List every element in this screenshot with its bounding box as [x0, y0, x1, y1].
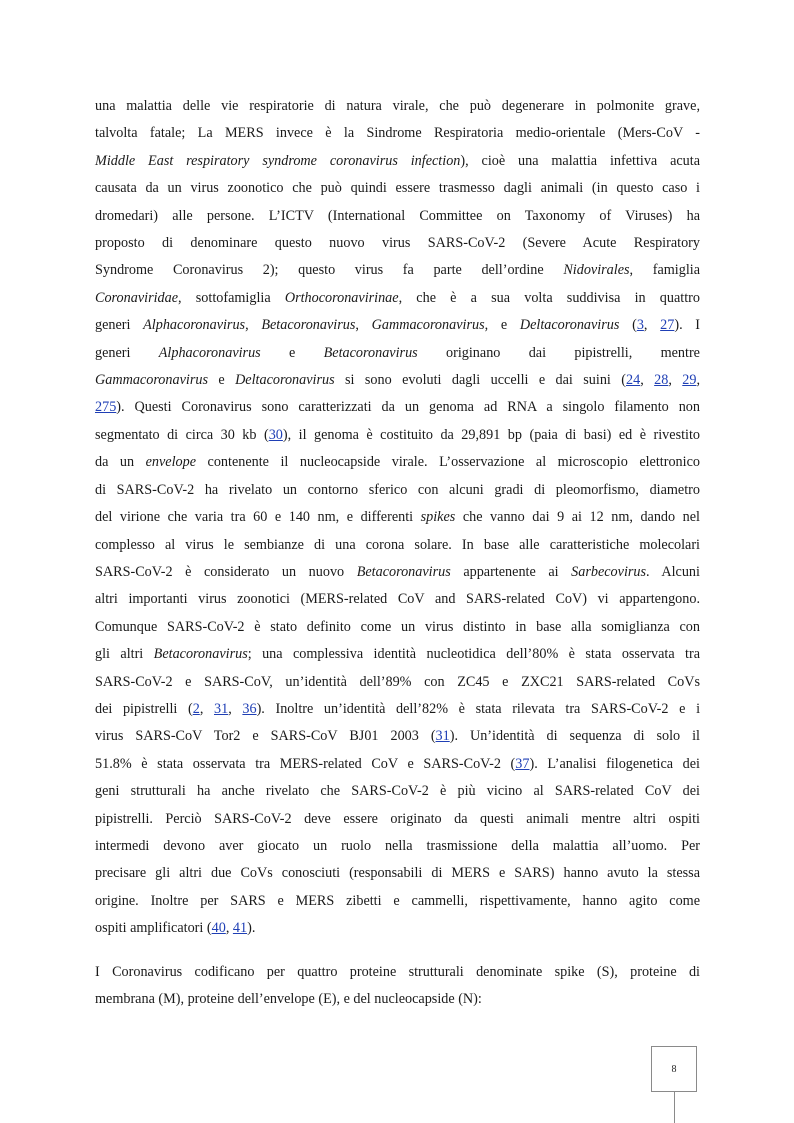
text-line	[95, 340, 700, 367]
text-line	[95, 257, 700, 284]
text-line	[95, 806, 700, 833]
text-line	[95, 959, 700, 986]
text-segment: , che è a sua volta suddivisa in quattro	[398, 289, 700, 306]
text-line	[95, 860, 700, 887]
text-line	[95, 120, 700, 147]
citation-link[interactable]: 3	[636, 317, 644, 334]
text-segment: originano dai pipistrelli, mentre	[417, 344, 700, 361]
text-segment: intermedi devono aver giocato un ruolo nella trasmissione della malattia all’uomo. Per	[95, 837, 700, 854]
text-segment: contenente il nucleocapside virale. L’osservazione al microscopio elettronico	[196, 454, 700, 471]
text-segment: generi	[95, 317, 144, 334]
text-line	[95, 986, 700, 1013]
text-line	[95, 669, 700, 696]
text-segment: proposto di denominare questo nuovo virus SARS-CoV-2 (Severe Acute Respiratory	[95, 235, 700, 252]
italic-term: Betacoronavirus	[323, 344, 418, 361]
text-line	[95, 641, 700, 668]
text-segment: e	[207, 372, 236, 389]
text-segment: , sottofamiglia	[178, 289, 285, 306]
text-segment: ). Inoltre un’identità dell’82% è stata rilevata tra SARS-CoV-2 e i	[256, 700, 701, 717]
page-number-stem	[674, 1092, 675, 1123]
text-line	[95, 751, 700, 778]
citation-link[interactable]: 41	[232, 920, 248, 937]
italic-term: Alphacoronavirus	[143, 317, 246, 334]
text-segment: ,	[668, 372, 683, 389]
text-line	[95, 888, 700, 915]
citation-link[interactable]: 24	[626, 372, 641, 389]
text-segment: , famiglia	[629, 262, 700, 279]
text-segment: ,	[640, 372, 655, 389]
citation-link[interactable]: 275	[95, 399, 117, 416]
italic-term: Betacoronavirus	[261, 317, 356, 334]
text-segment: si sono evoluti dagli uccelli e dai suini (	[334, 372, 626, 389]
text-segment: SARS-CoV-2 è considerato un nuovo	[95, 563, 357, 580]
italic-term: Coronaviridae	[95, 289, 179, 306]
text-segment: ,	[225, 920, 233, 937]
text-segment: complesso al virus le sembianze di una corona solare. In base alle caratteristiche molecolari	[95, 536, 700, 553]
paragraph-spacer	[95, 943, 700, 959]
text-segment: (	[619, 317, 637, 334]
text-line	[95, 559, 700, 586]
text-segment: geni strutturali ha anche rivelato che SARS-CoV-2 è più vicino al SARS-related CoV dei	[95, 783, 700, 800]
text-segment: da un	[95, 454, 146, 471]
paragraph-structural-proteins	[95, 959, 700, 1014]
text-line	[95, 915, 700, 942]
text-segment: e	[260, 344, 324, 361]
text-segment: , e	[484, 317, 520, 334]
text-line	[95, 230, 700, 257]
text-line	[95, 778, 700, 805]
text-segment: causata da un virus zoonotico che può quindi essere trasmesso dagli animali (in questo caso i	[95, 180, 700, 197]
text-segment: SARS-CoV-2 e SARS-CoV, un’identità dell’89% con ZC45 e ZXC21 SARS-related CoVs	[95, 673, 700, 690]
italic-term: Deltacoronavirus	[235, 372, 335, 389]
text-segment: ), cioè una malattia infettiva acuta	[460, 152, 701, 169]
italic-term: Orthocoronavirinae	[284, 289, 399, 306]
text-segment: ), il genoma è costituito da 29,891 bp (paia di basi) ed è rivestito	[282, 426, 701, 443]
text-line	[95, 614, 700, 641]
text-line	[95, 203, 700, 230]
text-line	[95, 833, 700, 860]
text-segment: altri importanti virus zoonotici (MERS-related CoV and SARS-related CoV) vi appartengono.	[95, 591, 700, 608]
text-segment: ,	[245, 317, 262, 334]
italic-term: Gammacoronavirus	[371, 317, 485, 334]
text-segment: generi	[95, 344, 159, 361]
text-segment: segmentato di circa 30 kb (	[95, 426, 269, 443]
text-line	[95, 449, 700, 476]
citation-link[interactable]: 40	[211, 920, 226, 937]
text-line	[95, 696, 700, 723]
text-segment: ). I	[674, 317, 701, 334]
text-segment: appartenente ai	[450, 563, 572, 580]
text-line	[95, 586, 700, 613]
text-segment: 51.8% è stata osservata tra MERS-related CoV e SARS-CoV-2 (	[95, 755, 516, 772]
text-segment: ).	[247, 920, 256, 937]
page-number: 8	[671, 1063, 677, 1075]
text-line	[95, 422, 700, 449]
text-line	[95, 148, 700, 175]
text-segment: ,	[696, 372, 701, 389]
italic-term: Nidovirales	[563, 262, 630, 279]
text-line	[95, 504, 700, 531]
text-segment: ospiti amplificatori (	[95, 920, 212, 937]
text-segment: ,	[355, 317, 372, 334]
text-line	[95, 477, 700, 504]
text-line	[95, 532, 700, 559]
text-line	[95, 175, 700, 202]
text-segment: ). L’analisi filogenetica dei	[529, 755, 700, 772]
text-segment: ,	[228, 700, 243, 717]
text-segment: ). Questi Coronavirus sono caratterizzati da un genoma ad RNA a singolo filamento non	[116, 399, 700, 416]
paragraph-coronavirus-taxonomy	[95, 93, 700, 943]
text-segment: una malattia delle vie respiratorie di natura virale, che può degenerare in polmonite grave,	[95, 98, 700, 114]
text-segment: ,	[199, 700, 214, 717]
text-segment: membrana (M), proteine dell’envelope (E), e del nucleocapside (N):	[95, 991, 482, 1007]
text-line	[95, 723, 700, 750]
text-segment: . Alcuni	[646, 563, 700, 580]
text-segment: Syndrome Coronavirus 2); questo virus fa parte dell’ordine	[95, 262, 564, 279]
text-segment: ,	[643, 317, 661, 334]
text-segment: I Coronavirus codificano per quattro proteine strutturali denominate spike (S), proteine di	[95, 963, 700, 980]
document-body	[95, 93, 700, 1013]
italic-term: Alphacoronavirus	[158, 344, 261, 361]
text-line	[95, 394, 700, 421]
text-segment: che vanno dai 9 ai 12 nm, dando nel	[455, 509, 700, 526]
text-segment: ). Un’identità di sequenza di solo il	[449, 728, 700, 745]
text-segment: virus SARS-CoV Tor2 e SARS-CoV BJ01 2003 (	[95, 728, 436, 745]
italic-term: Middle East respiratory syndrome coronavirus infection	[95, 152, 461, 169]
text-segment: dei pipistrelli (	[95, 700, 193, 717]
text-line	[95, 93, 700, 120]
citation-link[interactable]: 31	[214, 700, 229, 717]
citation-link[interactable]: 27	[660, 317, 675, 334]
text-segment: pipistrelli. Perciò SARS-CoV-2 deve essere originato da questi animali mentre altri ospiti	[95, 810, 700, 827]
citation-link[interactable]: 31	[435, 728, 450, 745]
text-segment: talvolta fatale; La MERS invece è la Sindrome Respiratoria medio-orientale (Mers-CoV -	[95, 125, 700, 142]
citation-link[interactable]: 37	[515, 755, 530, 772]
text-segment: ; una complessiva identità nucleotidica dell’80% è stata osservata tra	[247, 646, 700, 663]
text-line	[95, 367, 700, 394]
text-line	[95, 312, 700, 339]
italic-term: Sarbecovirus	[571, 563, 647, 580]
italic-term: spikes	[420, 509, 456, 526]
italic-term: Betacoronavirus	[153, 646, 248, 663]
italic-term: Gammacoronavirus	[95, 372, 208, 389]
citation-link[interactable]: 29	[682, 372, 697, 389]
text-segment: di SARS-CoV-2 ha rivelato un contorno sferico con alcuni gradi di pleomorfismo, diametro	[95, 481, 700, 498]
citation-link[interactable]: 36	[242, 700, 257, 717]
text-segment: precisare gli altri due CoVs conosciuti (responsabili di MERS e SARS) hanno avuto la stessa	[95, 865, 700, 882]
text-segment: gli altri	[95, 646, 154, 663]
text-segment: del virione che varia tra 60 e 140 nm, e differenti	[95, 509, 421, 526]
italic-term: envelope	[145, 454, 197, 471]
text-segment: origine. Inoltre per SARS e MERS zibetti e cammelli, rispettivamente, hanno agito come	[95, 892, 700, 909]
citation-link[interactable]: 28	[654, 372, 669, 389]
text-line	[95, 285, 700, 312]
italic-term: Betacoronavirus	[356, 563, 451, 580]
citation-link[interactable]: 30	[268, 426, 283, 443]
text-segment: Comunque SARS-CoV-2 è stato definito come un virus distinto in base alla somiglianza con	[95, 618, 700, 635]
italic-term: Deltacoronavirus	[519, 317, 620, 334]
citation-link[interactable]: 2	[192, 700, 200, 717]
page-number-box	[651, 1046, 697, 1092]
text-segment: dromedari) alle persone. L’ICTV (International Committee on Taxonomy of Viruses) ha	[95, 207, 700, 224]
